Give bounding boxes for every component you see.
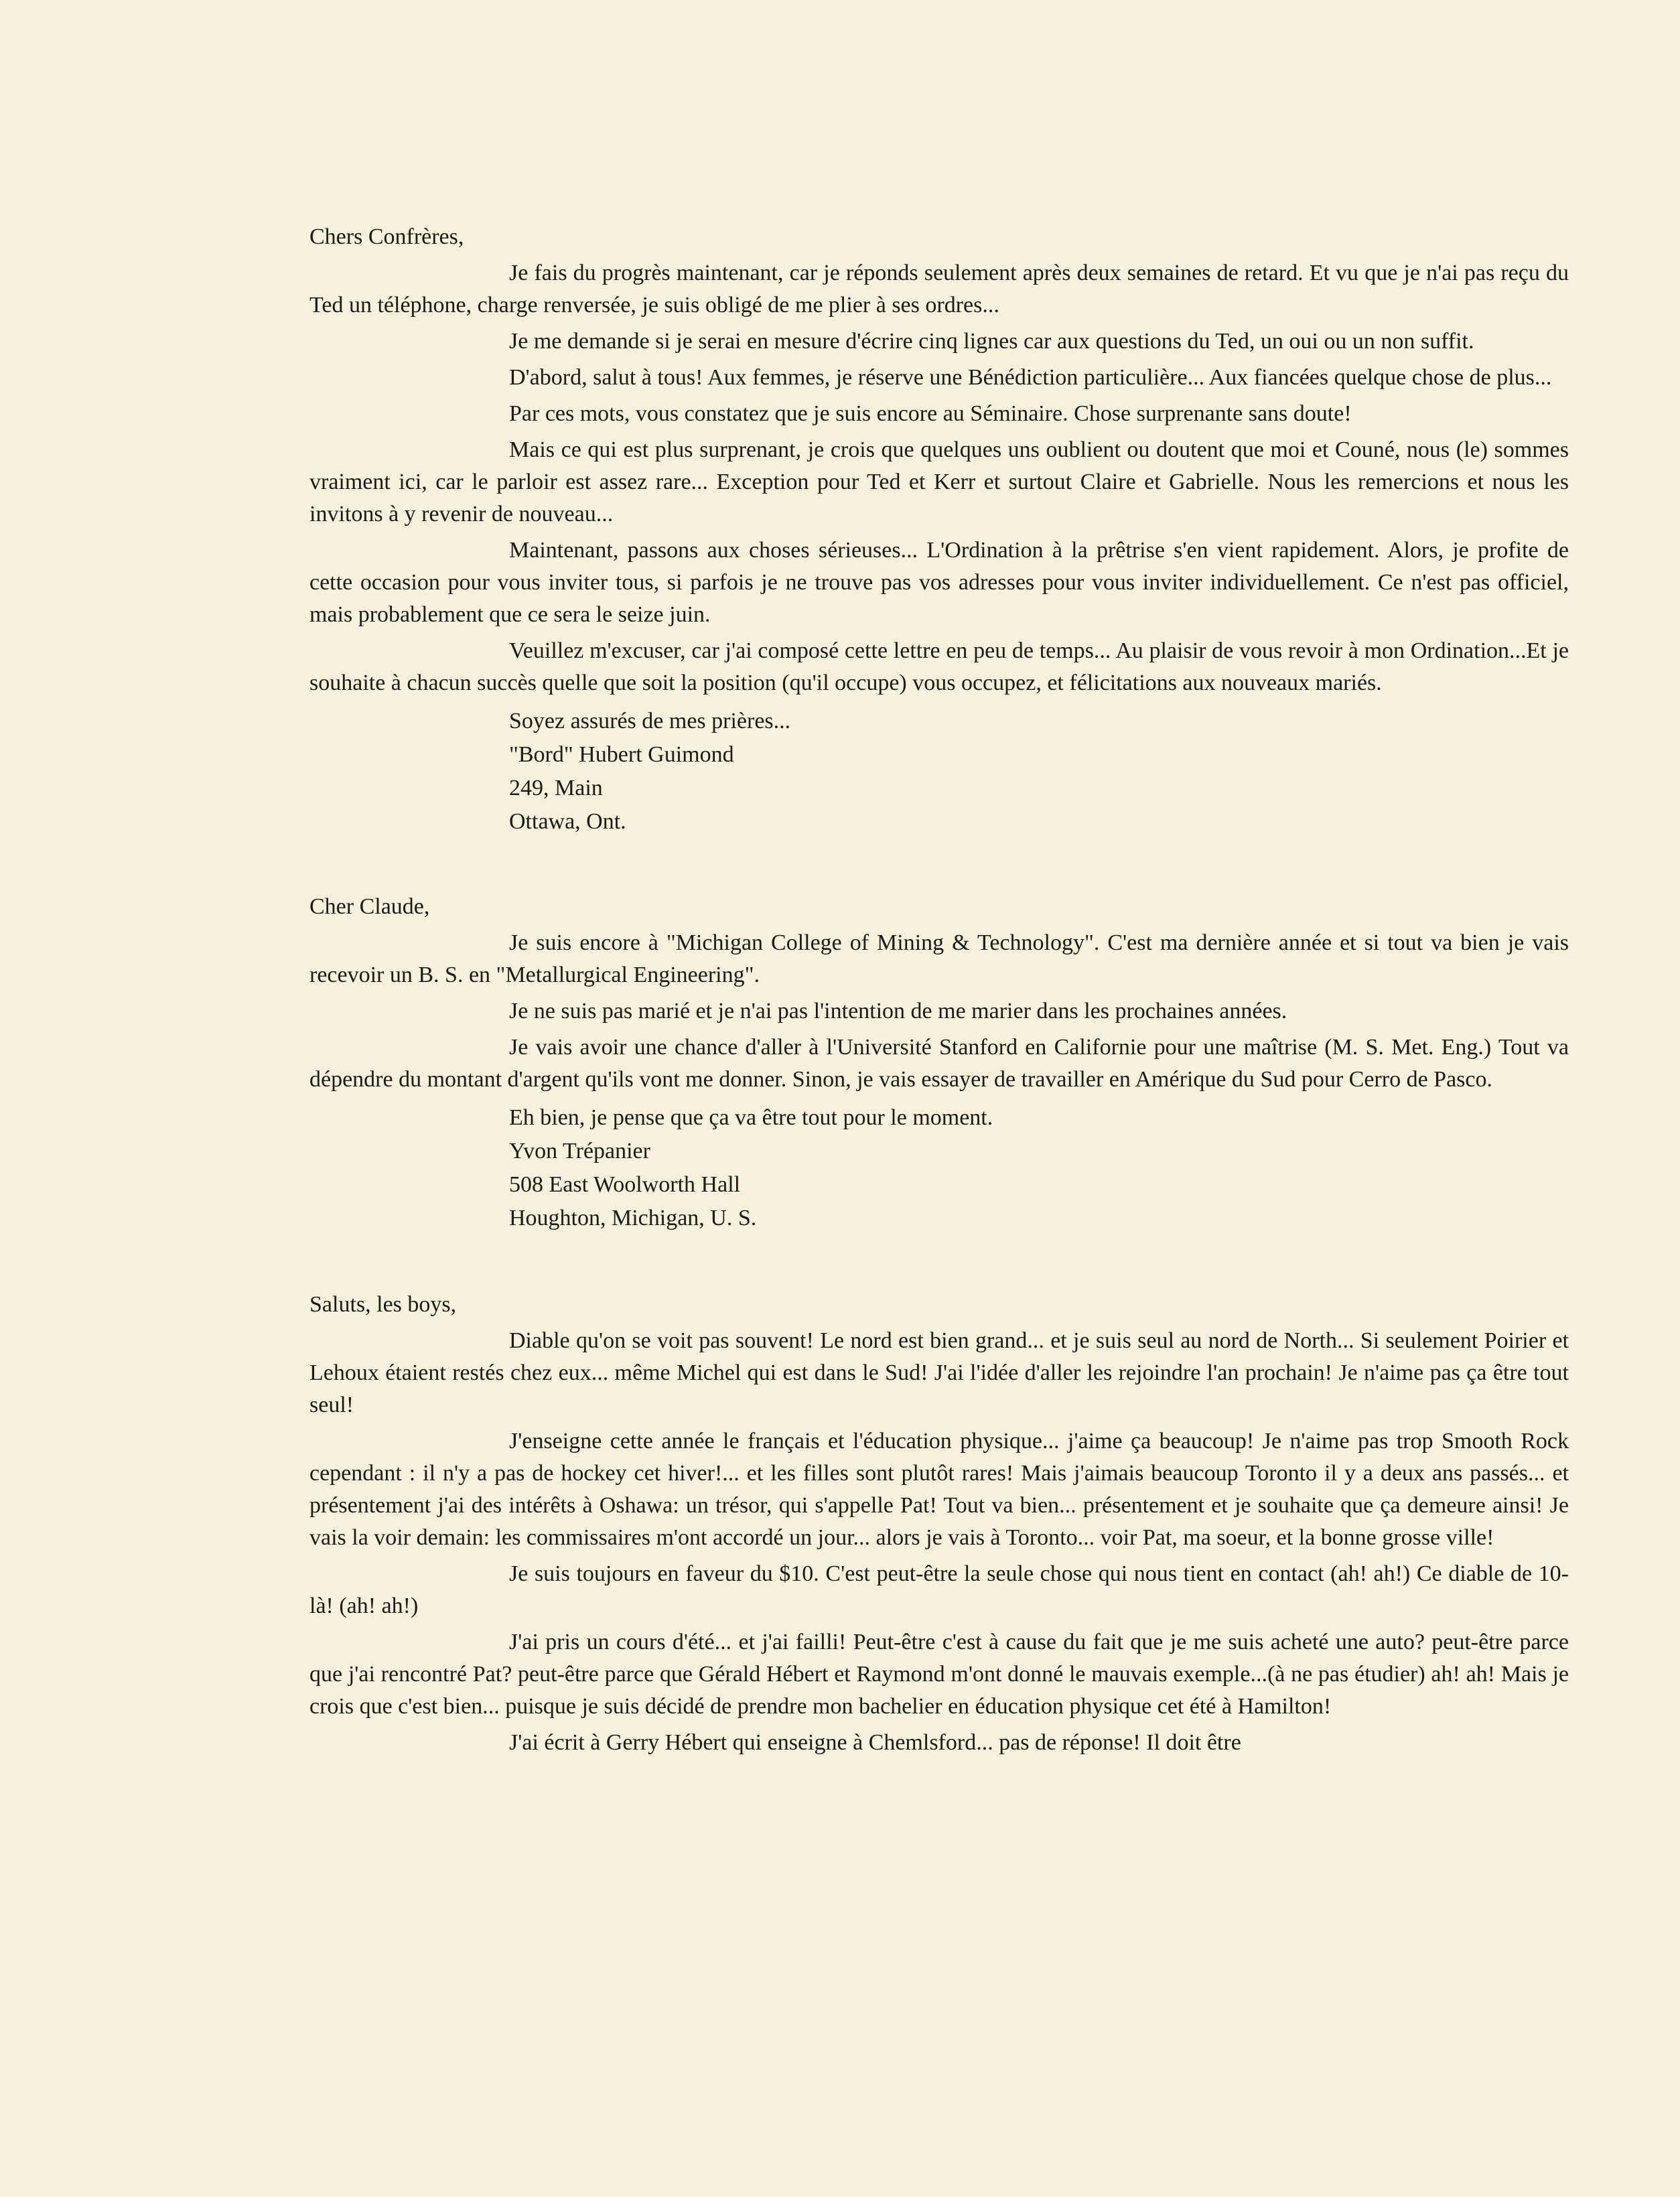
section-spacer (309, 839, 1569, 891)
paragraph: Je suis encore à "Michigan College of Mining & Technology". C'est ma dernière année et si tout va bien je vais recevoir un B. S. en "Metallurgical Engineering". (309, 930, 1569, 987)
signature-city: Ottawa, Ont. (509, 809, 626, 834)
signature-block (309, 1101, 1569, 1235)
paragraph: Veuillez m'excuser, car j'ai composé cette lettre en peu de temps... Au plaisir de vous revoir à mon Ordination...Et je souhaite à chacun succès quelle que soit la position (qu'il occupe) vous occupez, et félicitations aux nouveaux mariés. (309, 638, 1569, 695)
paragraph: Je vais avoir une chance d'aller à l'Université Stanford en Californie pour une maîtrise (M. S. Met. Eng.) Tout va dépendre du montant d'argent qu'ils vont me donner. Sinon, je vais essayer de travailler en Amérique du Sud pour Cerro de Pasco. (309, 1035, 1569, 1092)
paragraph: Maintenant, passons aux choses sérieuses... L'Ordination à la prêtrise s'en vient rapidement. Alors, je profite de cette occasion pour vous inviter tous, si parfois je ne trouve pas vos adresses pour vous inviter individuellement. Ce n'est pas officiel, mais probablement que ce sera le seize juin. (309, 538, 1569, 627)
greeting: Chers Confrères, (309, 224, 464, 249)
paragraph: Je fais du progrès maintenant, car je réponds seulement après deux semaines de retard. Et vu que je n'ai pas reçu du Ted un téléphone, charge renversée, je suis obligé de me plier à ses ordres... (309, 261, 1569, 317)
letter-saluts-les-boys (309, 1289, 1569, 1759)
paragraph: Je suis toujours en faveur du $10. C'est peut-être la seule chose qui nous tient en contact (ah! ah!) Ce diable de 10-là! (ah! ah!) (309, 1561, 1569, 1618)
signature-block (309, 705, 1569, 839)
greeting: Cher Claude, (309, 894, 430, 919)
section-spacer (309, 1235, 1569, 1289)
greeting: Saluts, les boys, (309, 1292, 457, 1317)
paragraph: J'ai pris un cours d'été... et j'ai failli! Peut-être c'est à cause du fait que je me suis acheté une auto? peut-être parce que j'ai rencontré Pat? peut-être parce que Gérald Hébert et Raymond m'ont donné le mauvais exemple...(à ne pas étudier) ah! ah! Mais je crois que c'est bien... puisque je suis décidé de prendre mon bachelier en éducation physique cet été à Hamilton! (309, 1630, 1569, 1719)
paragraph: Diable qu'on se voit pas souvent! Le nord est bien grand... et je suis seul au nord de North... Si seulement Poirier et Lehoux étaient restés chez eux... même Michel qui est dans le Sud! J'ai l'idée d'aller les rejoindre l'an prochain! Je n'aime pas ça être tout seul! (309, 1328, 1569, 1417)
letter-yvon-trepanier (309, 891, 1569, 1235)
signature-name: Yvon Trépanier (509, 1139, 650, 1163)
closing-line: Eh bien, je pense que ça va être tout pour le moment. (509, 1105, 993, 1130)
signature-address: 249, Main (509, 776, 603, 800)
paragraph: D'abord, salut à tous! Aux femmes, je réserve une Bénédiction particulière... Aux fiancées quelque chose de plus... (509, 365, 1552, 390)
paragraph: J'ai écrit à Gerry Hébert qui enseigne à Chemlsford... pas de réponse! Il doit être (509, 1730, 1241, 1755)
paragraph: Je ne suis pas marié et je n'ai pas l'intention de me marier dans les prochaines années. (509, 999, 1287, 1023)
closing-line: Soyez assurés de mes prières... (509, 709, 791, 733)
signature-city: Houghton, Michigan, U. S. (509, 1206, 757, 1230)
paragraph: Par ces mots, vous constatez que je suis encore au Séminaire. Chose surprenante sans doute! (509, 401, 1352, 426)
signature-name: "Bord" Hubert Guimond (509, 742, 734, 767)
letter-sheet (309, 221, 1569, 1763)
letter-hubert-guimond (309, 221, 1569, 839)
paragraph: Je me demande si je serai en mesure d'écrire cinq lignes car aux questions du Ted, un oui ou un non suffit. (509, 329, 1474, 354)
paragraph: J'enseigne cette année le français et l'éducation physique... j'aime ça beaucoup! Je n'aime pas trop Smooth Rock cependant : il n'y a pas de hockey cet hiver!... et les filles sont plutôt rares! Mais j'aimais beaucoup Toronto il y a deux ans passés... et présentement j'ai des intérêts à Oshawa: un trésor, qui s'appelle Pat! Tout va bien... présentement et je souhaite que ça demeure ainsi! Je vais la voir demain: les commissaires m'ont accordé un jour... alors je vais à Toronto... voir Pat, ma soeur, et la bonne grosse ville! (309, 1429, 1569, 1550)
signature-address: 508 East Woolworth Hall (509, 1172, 741, 1197)
paragraph: Mais ce qui est plus surprenant, je crois que quelques uns oublient ou doutent que moi et Couné, nous (le) sommes vraiment ici, car le parloir est assez rare... Exception pour Ted et Kerr et surtout Claire et Gabrielle. Nous les remercions et nous les invitons à y revenir de nouveau... (309, 437, 1569, 526)
